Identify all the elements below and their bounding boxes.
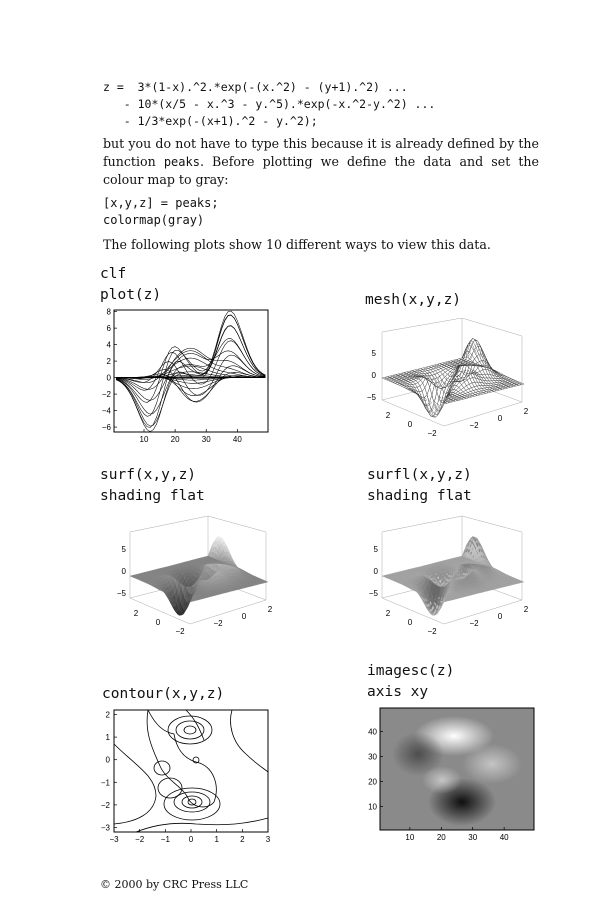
surf-surface bbox=[130, 537, 268, 616]
code2-line-2: colormap(gray) bbox=[103, 213, 205, 227]
surf-y-tick: −2 bbox=[213, 619, 223, 628]
surf-x-tick: 0 bbox=[155, 618, 161, 627]
cmd-imagesc: imagesc(z) bbox=[367, 663, 455, 679]
mesh-figure bbox=[362, 318, 542, 446]
footer-copyright: © 2000 by CRC Press LLC bbox=[100, 878, 249, 891]
surfl-surface bbox=[382, 537, 524, 616]
cmd-surfl: surfl(x,y,z) bbox=[367, 467, 472, 483]
mesh-x-tick: −2 bbox=[427, 429, 437, 438]
surfl-y-tick: 2 bbox=[523, 605, 529, 614]
mesh-x-tick: 2 bbox=[385, 411, 391, 420]
surf-z-tick: 0 bbox=[121, 567, 126, 576]
imagesc-y-tick: 30 bbox=[368, 752, 377, 762]
peaks-function-name: peaks bbox=[163, 154, 200, 169]
imagesc-x-tick: 10 bbox=[405, 833, 415, 842]
cmd-contour: contour(x,y,z) bbox=[102, 686, 225, 702]
imagesc-figure bbox=[362, 704, 542, 844]
plot-y-tick: 6 bbox=[106, 324, 111, 334]
surf-figure bbox=[96, 510, 276, 642]
paragraph-1 bbox=[103, 135, 539, 189]
contour-x-tick: 1 bbox=[214, 835, 219, 844]
plot-x-tick: 10 bbox=[139, 435, 149, 444]
contour-y-tick: 1 bbox=[105, 733, 110, 743]
plot-y-tick: 4 bbox=[106, 340, 111, 350]
mesh-y-tick: 0 bbox=[497, 414, 503, 423]
contour-lines bbox=[114, 710, 268, 832]
surfl-x-tick: 2 bbox=[385, 609, 391, 618]
surfl-figure bbox=[362, 510, 542, 642]
contour-x-tick: −3 bbox=[109, 835, 119, 844]
contour-x-tick: 0 bbox=[188, 835, 194, 844]
mesh-surface bbox=[382, 339, 524, 418]
contour-figure bbox=[96, 706, 276, 846]
contour-y-tick: 0 bbox=[105, 755, 110, 765]
imagesc-image bbox=[380, 708, 534, 830]
plot-y-tick: 2 bbox=[106, 357, 111, 367]
surfl-z-tick: 0 bbox=[373, 567, 378, 576]
plot-y-tick: 0 bbox=[106, 373, 111, 383]
plot-z-figure bbox=[96, 306, 274, 446]
contour-y-tick: −3 bbox=[100, 823, 110, 833]
plot-z-curves bbox=[116, 311, 265, 432]
surf-y-tick: 0 bbox=[241, 612, 247, 621]
surfl-x-tick: −2 bbox=[427, 627, 437, 636]
plot-y-tick: −4 bbox=[101, 406, 111, 416]
surf-y-tick: 2 bbox=[267, 605, 273, 614]
paragraph-2: The following plots show 10 different ways to view this data. bbox=[103, 237, 491, 252]
contour-y-tick: −1 bbox=[100, 778, 110, 788]
surf-z-tick: −5 bbox=[116, 589, 126, 598]
cmd-axis-xy: axis xy bbox=[367, 684, 429, 700]
code2-line-1: [x,y,z] = peaks; bbox=[103, 196, 219, 210]
imagesc-x-tick: 20 bbox=[436, 833, 446, 842]
surfl-z-tick: −5 bbox=[368, 589, 378, 598]
imagesc-y-tick: 10 bbox=[368, 802, 377, 812]
plot-x-tick: 20 bbox=[170, 435, 180, 444]
surfl-z-tick: 5 bbox=[373, 545, 378, 554]
code-line-3: - 1/3*exp(-(x+1).^2 - y.^2); bbox=[103, 114, 318, 128]
plot-y-tick: −6 bbox=[101, 423, 111, 433]
plot-x-tick: 40 bbox=[232, 435, 242, 444]
mesh-z-tick: 0 bbox=[371, 371, 376, 380]
plot-y-tick: 8 bbox=[106, 307, 111, 317]
paragraph-1-after: . Before plotting we define the data and set the colour map to gray: bbox=[103, 153, 539, 187]
mesh-z-tick: −5 bbox=[366, 393, 376, 402]
cmd-shading-flat-2: shading flat bbox=[367, 488, 472, 504]
mesh-y-tick: −2 bbox=[469, 421, 479, 430]
contour-y-tick: −2 bbox=[100, 800, 110, 810]
surfl-x-tick: 0 bbox=[407, 618, 413, 627]
imagesc-y-tick: 20 bbox=[368, 777, 377, 787]
surfl-y-tick: 0 bbox=[497, 612, 503, 621]
imagesc-y-tick: 40 bbox=[368, 727, 377, 737]
plot-y-tick: −2 bbox=[101, 390, 111, 400]
imagesc-x-tick: 30 bbox=[468, 833, 478, 842]
surf-z-tick: 5 bbox=[121, 545, 126, 554]
plot-x-tick: 30 bbox=[201, 435, 211, 444]
contour-x-tick: 2 bbox=[240, 835, 245, 844]
cmd-surf: surf(x,y,z) bbox=[100, 467, 197, 483]
contour-x-tick: −1 bbox=[160, 835, 170, 844]
mesh-y-tick: 2 bbox=[523, 407, 529, 416]
mesh-x-tick: 0 bbox=[407, 420, 413, 429]
contour-x-tick: 3 bbox=[265, 835, 271, 844]
surf-x-tick: −2 bbox=[175, 627, 185, 636]
contour-x-tick: −2 bbox=[135, 835, 145, 844]
cmd-mesh: mesh(x,y,z) bbox=[365, 292, 462, 308]
cmd-shading-flat-1: shading flat bbox=[100, 488, 205, 504]
surfl-y-tick: −2 bbox=[469, 619, 479, 628]
imagesc-x-tick: 40 bbox=[499, 833, 509, 842]
code-line-2: - 10*(x/5 - x.^3 - y.^5).*exp(-x.^2-y.^2) ... bbox=[103, 97, 436, 111]
mesh-z-tick: 5 bbox=[371, 349, 376, 358]
cmd-clf: clf bbox=[100, 266, 127, 282]
contour-y-tick: 2 bbox=[105, 710, 110, 720]
surf-x-tick: 2 bbox=[133, 609, 139, 618]
paragraph-1-before: but you do not have to type this because it is already defined by the function bbox=[103, 136, 539, 169]
cmd-plot: plot(z) bbox=[100, 287, 162, 303]
code-line-1: z = 3*(1-x).^2.*exp(-(x.^2) - (y+1).^2) ... bbox=[103, 80, 408, 94]
plot-series-line bbox=[116, 339, 265, 414]
